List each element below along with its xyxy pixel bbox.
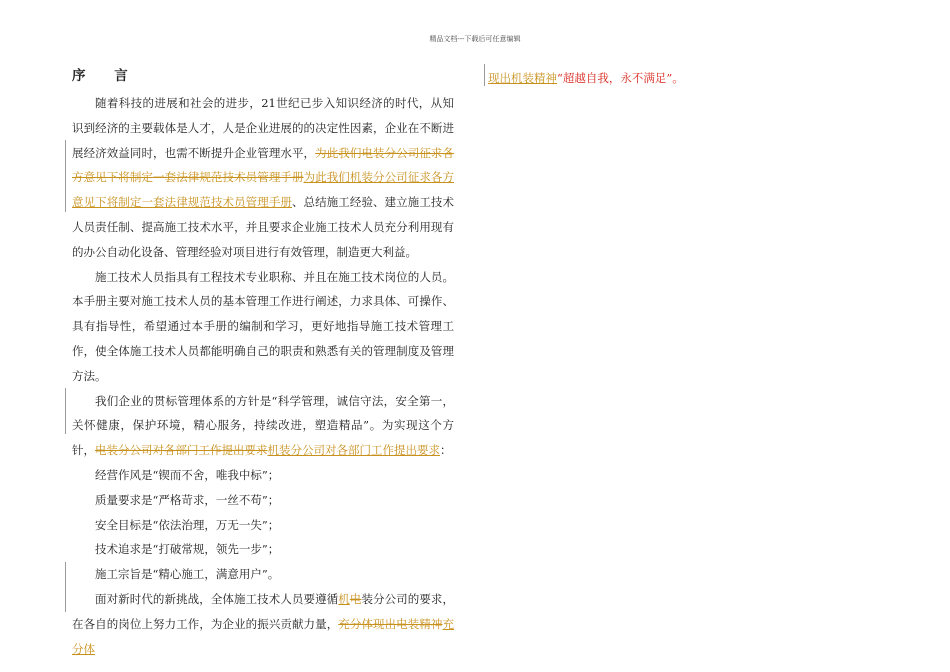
text-run: 、总结施工经验、建立施工技术人员责任制、提高施工技术水平，并且要求企业施工技术人员充分利用现有的办公自动化设备、管理经验对项目进行有效管理，制造更大利益。	[72, 195, 454, 259]
list-item: 经营作风是“锲而不舍，唯我中标”；	[95, 467, 280, 482]
text-run: ：	[440, 443, 452, 458]
inserted-text: 充分体	[72, 616, 454, 656]
quote-open: “	[557, 71, 563, 85]
inserted-text: 机装分公司对各部门工作提出要求	[267, 443, 440, 458]
change-bar	[484, 64, 485, 86]
document-header-note: 精品文档---下载后可任意编辑	[429, 35, 521, 43]
change-bar	[65, 140, 66, 212]
deleted-text: 为此我们电装分公司征求各方意见下将制定一套法律规范技术员管理手册	[72, 145, 454, 185]
list-item: 施工宗旨是“精心施工，满意用户”。	[95, 567, 280, 582]
motto-text: 超越自我，永不满足	[562, 71, 667, 85]
list-item: 技术追求是“打破常规，领先一步”；	[95, 542, 280, 557]
right-column	[488, 66, 888, 91]
deleted-text: 充分体现出电装精神	[338, 616, 443, 631]
text-run: 随着科技的进展和社会的进步，21世纪已步入知识经济的时代，从知识到经济的主要载体是人才，人是企业进展的的决定性因素，企业在不断进展经济效益同时，也需不断提升企业管理水平，	[72, 96, 454, 160]
left-column	[72, 66, 454, 661]
page-title: 序 言	[72, 68, 140, 84]
deleted-text: 电装分公司对各部门工作提出要求	[95, 443, 268, 458]
paragraph-policy	[72, 389, 454, 463]
inserted-text: 现出机装精神	[488, 71, 557, 85]
text-run: 我们企业的贯标管理体系的方针是“科学管理，诚信守法，安全第一，关怀健康，保护环境，精心服务，持续改进，塑造精品”。为实现这个方针，	[72, 393, 454, 458]
quote-close: ”。	[666, 71, 684, 85]
paragraph-intro	[72, 91, 454, 265]
inserted-text: 为此我们机装分公司征求各方意见下将制定一套法律规范技术员管理手册	[72, 170, 454, 210]
text-run: 装分公司的要求，在各自的岗位上努力工作，为企业的振兴贡献力量，	[72, 591, 455, 631]
inserted-text: 机	[338, 591, 350, 606]
change-bar	[65, 388, 66, 434]
list-item: 安全目标是“依法治理，万无一失”；	[95, 517, 280, 532]
paragraph-staff-definition: 施工技术人员指具有工程技术专业职称、并且在施工技术岗位的人员。本手册主要对施工技术人员的基本管理工作进行阐述，力求具体、可操作、具有指导性，希望通过本手册的编制和学习，更好地指导施工技术管理工作，使全体施工技术人员都能明确自己的职责和熟悉有关的管理制度及管理方法。	[72, 269, 454, 383]
text-run: 面对新时代的新挑战，全体施工技术人员要遵循	[95, 591, 339, 606]
paragraph-continuation	[488, 66, 888, 91]
list-item: 质量要求是“严格苛求，一丝不苟”；	[95, 492, 280, 507]
paragraph-closing	[72, 587, 454, 661]
deleted-text: 电	[349, 591, 362, 606]
change-bar	[65, 562, 66, 612]
